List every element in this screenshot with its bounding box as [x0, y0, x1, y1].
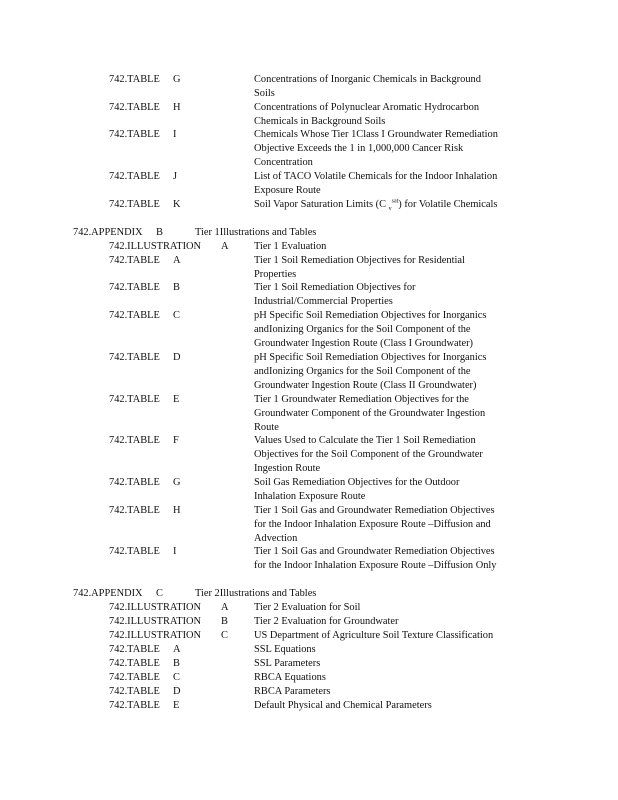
entry-description: List of TACO Volatile Chemicals for the Indoor Inhalation Exposure Route	[254, 171, 498, 196]
entry-id: D	[173, 686, 181, 697]
appendix-title: Tier 1Illustrations and Tables	[195, 227, 317, 238]
entry-description: Tier 2 Evaluation for Soil	[254, 602, 361, 613]
entry-description: Concentrations of Polynuclear Aromatic Hydrocarbon Chemicals in Background Soils	[254, 102, 480, 127]
entry-kind: 742.TABLE	[109, 282, 160, 293]
entry-id: H	[173, 102, 181, 113]
appendix-label: 742.APPENDIX	[73, 588, 143, 599]
entry-kind: 742.TABLE	[109, 394, 160, 405]
entry-id: A	[221, 241, 229, 252]
entry-description: Soil Vapor Saturation Limits (C $_v^{sat}$) for Volatile Chemicals	[254, 198, 498, 213]
entry-kind: 742.ILLUSTRATION	[109, 602, 202, 613]
entry-kind: 742.TABLE	[109, 129, 160, 140]
entry-id: C	[221, 630, 228, 641]
entry-kind: 742.TABLE	[109, 505, 160, 516]
entry-kind: 742.ILLUSTRATION	[109, 616, 202, 627]
entry-kind: 742.TABLE	[109, 310, 160, 321]
entry-description: SSL Parameters	[254, 658, 321, 669]
entry-id: I	[173, 129, 177, 140]
entry-description: Tier 2 Evaluation for Groundwater	[254, 616, 399, 627]
entry-id: K	[173, 199, 181, 210]
entry-description: Tier 1 Soil Remediation Objectives for Industrial/Commercial Properties	[254, 282, 416, 307]
entry-id: E	[173, 700, 180, 711]
entry-description: Values Used to Calculate the Tier 1 Soil Remediation Objectives for the Soil Component of the Groundwater Ingestion Route	[254, 435, 483, 474]
entry-kind: 742.TABLE	[109, 435, 160, 446]
entry-description: pH Specific Soil Remediation Objectives for Inorganics andIonizing Organics for the Soil Component of the Groundwater Ingestion Route (Class I Groundwater)	[254, 310, 487, 349]
entry-description: Tier 1 Groundwater Remediation Objectives for the Groundwater Component of the Groundwater Ingestion Route	[254, 394, 486, 433]
entry-id: E	[173, 394, 180, 405]
entry-id: G	[173, 477, 181, 488]
entry-description: US Department of Agriculture Soil Texture Classification	[254, 630, 494, 641]
entry-id: A	[173, 644, 181, 655]
appendix-letter: C	[156, 588, 163, 599]
entry-id: G	[173, 74, 181, 85]
entry-kind: 742.TABLE	[109, 74, 160, 85]
entry-description: Chemicals Whose Tier 1Class I Groundwater Remediation Objective Exceeds the 1 in 1,000,000 Cancer Risk Concentration	[254, 129, 498, 168]
entry-kind: 742.TABLE	[109, 199, 160, 210]
appendix-label: 742.APPENDIX	[73, 227, 143, 238]
entry-id: B	[221, 616, 228, 627]
entry-kind: 742.TABLE	[109, 255, 160, 266]
entry-kind: 742.TABLE	[109, 477, 160, 488]
entry-kind: 742.TABLE	[109, 672, 160, 683]
entry-id: C	[173, 310, 180, 321]
entry-id: A	[173, 255, 181, 266]
entry-id: B	[173, 658, 180, 669]
appendix-title: Tier 2Illustrations and Tables	[195, 588, 317, 599]
entry-kind: 742.TABLE	[109, 686, 160, 697]
entry-id: F	[173, 435, 179, 446]
entry-description: RBCA Equations	[254, 672, 326, 683]
entry-description: Default Physical and Chemical Parameters	[254, 700, 432, 711]
entry-kind: 742.ILLUSTRATION	[109, 630, 202, 641]
entry-kind: 742.TABLE	[109, 352, 160, 363]
entry-id: J	[173, 171, 178, 182]
entry-id: H	[173, 505, 181, 516]
entry-id: C	[173, 672, 180, 683]
entry-kind: 742.TABLE	[109, 102, 160, 113]
entry-description: RBCA Parameters	[254, 686, 331, 697]
appendix-letter: B	[156, 227, 163, 238]
entry-kind: 742.TABLE	[109, 700, 160, 711]
entry-id: B	[173, 282, 180, 293]
entry-description: pH Specific Soil Remediation Objectives for Inorganics andIonizing Organics for the Soil Component of the Groundwater Ingestion Route (Class II Groundwater)	[254, 352, 487, 391]
entry-kind: 742.TABLE	[109, 658, 160, 669]
entry-description: Tier 1 Soil Remediation Objectives for Residential Properties	[254, 255, 465, 280]
entry-kind: 742.TABLE	[109, 644, 160, 655]
entry-description: Tier 1 Evaluation	[254, 241, 327, 252]
entry-description: SSL Equations	[254, 644, 316, 655]
entry-description: Tier 1 Soil Gas and Groundwater Remediation Objectives for the Indoor Inhalation Exposure Route –Diffusion and Advection	[254, 505, 495, 544]
entry-description: Tier 1 Soil Gas and Groundwater Remediation Objectives for the Indoor Inhalation Exposure Route –Diffusion Only	[254, 546, 497, 571]
entry-id: D	[173, 352, 181, 363]
entry-kind: 742.ILLUSTRATION	[109, 241, 202, 252]
entry-description: Concentrations of Inorganic Chemicals in Background Soils	[254, 74, 481, 99]
entry-kind: 742.TABLE	[109, 171, 160, 182]
entry-id: A	[221, 602, 229, 613]
entry-description: Soil Gas Remediation Objectives for the Outdoor Inhalation Exposure Route	[254, 477, 460, 502]
entry-id: I	[173, 546, 177, 557]
entry-kind: 742.TABLE	[109, 546, 160, 557]
